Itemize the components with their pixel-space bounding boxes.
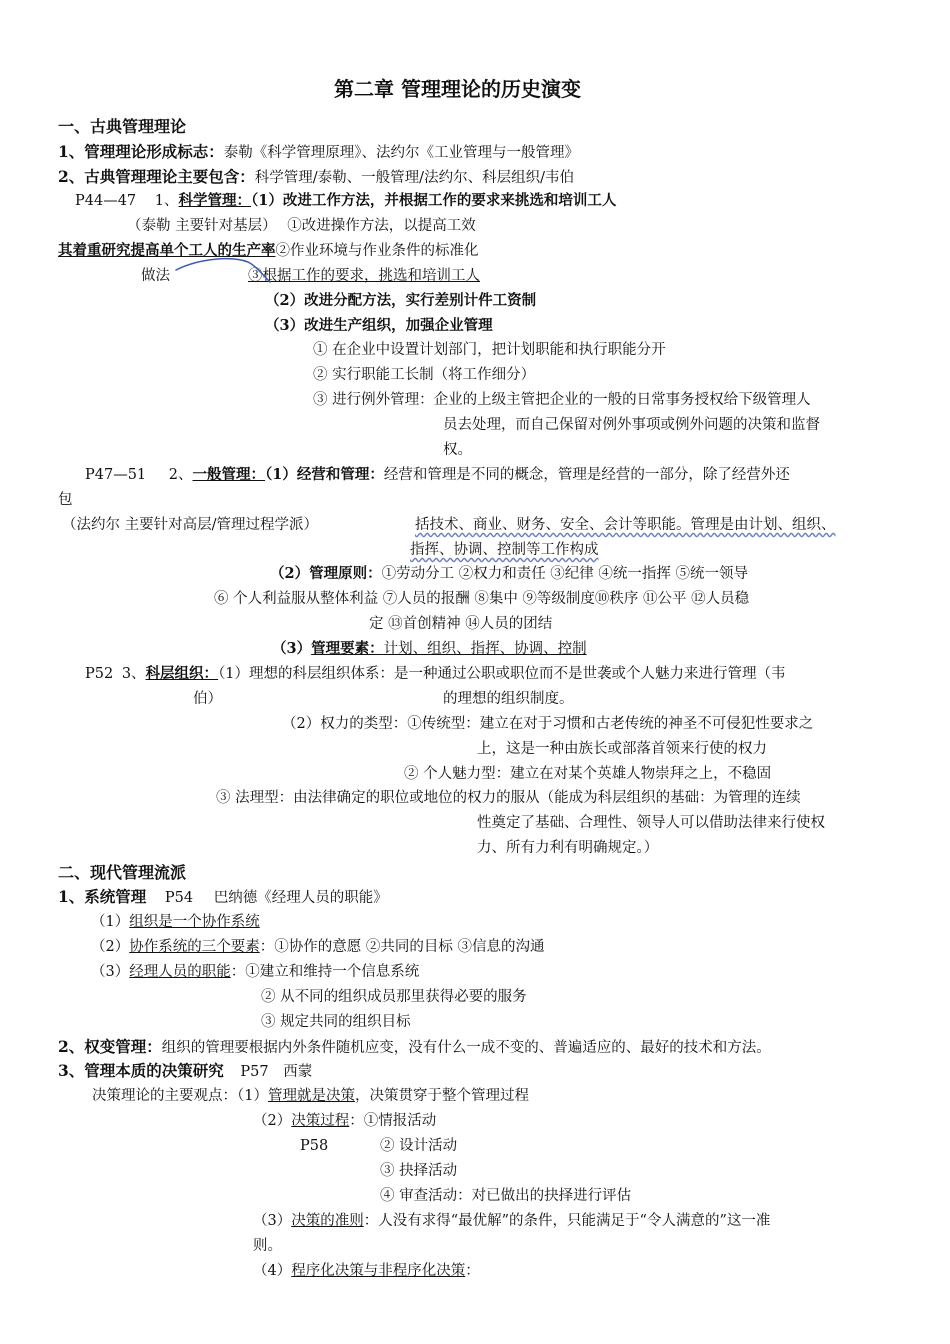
line-focus [58,241,479,261]
text-authority-d: ③ 法理型：由法律确定的职位或地位的权力的服从（能成为科层组织的基础：为管理的连续 [216,790,801,806]
method-1: ①改进操作方法，以提高工效 [287,218,476,234]
text-authority-c: ② 个人魅力型：建立在对某个英雄人物崇拜之上，不稳固 [404,766,772,782]
line-theory-marker [58,142,579,163]
text-ideal-system-a: （1）理想的科层组织体系：是一种通过公职或职位而不是世袭或个人魅力来进行管理（韦 [218,666,786,682]
note-focus: 其着重研究提高单个工人的生产率 [58,242,276,259]
label-practice: 做法 [141,268,170,284]
page-ref-p58: P58 [300,1138,329,1154]
line-classical-contents [58,167,574,188]
line-contingency [58,1037,771,1058]
note-simon: 西蒙 [283,1064,313,1080]
text-decision-intro: 决策理论的主要观点：（1） [92,1088,268,1104]
text-operation-d: 指挥、协调、控制等工作构成 [410,542,599,558]
text-decision-process-b: ② 设计活动 [380,1138,458,1154]
term-three-elements: 协作系统的三个要素 [129,939,260,955]
system-item-3 [91,962,419,982]
line-scientific-management [75,191,616,211]
item-number: （2） [91,939,130,955]
term-management-is-decision: 管理就是决策 [267,1088,355,1104]
text-executive-functions-a: ：①建立和维持一个信息系统 [230,964,420,980]
text-management-is-decision: ，决策贯穿于整个管理过程 [354,1088,529,1104]
line-general-management [85,465,790,485]
text-barnard-ref: 巴纳德《经理人员的职能》 [213,890,388,906]
method-3: ③根据工作的要求，挑选和培训工人 [248,268,480,284]
item-number: （2） [253,1113,292,1129]
text-principles-c: 定 ⑬首创精神 ⑭人员的团结 [369,616,553,632]
text-principles-b: ⑥ 个人利益服从整体利益 ⑦人员的报酬 ⑧集中 ⑨等级制度⑩秩序 ⑪公平 ⑫人员稳 [214,591,750,607]
text-authority-a: （2）权力的类型：①传统型：建立在对于习惯和古老传统的神圣不可侵犯性要求之 [282,716,814,732]
text-operation-a: 经营和管理是不同的概念，管理是经营的一部分，除了经营外还 [383,467,790,483]
text-decision-criteria-b: 则。 [253,1238,282,1254]
item-number: 2、 [168,467,193,483]
note-weber: 伯） [193,691,222,707]
decision-item-4 [253,1261,480,1281]
text-decision-process-a: ：①情报活动 [349,1113,437,1129]
page-ref: P52 [85,666,114,682]
decision-item-1 [92,1086,529,1106]
line-practice [141,266,170,286]
text-ideal-system-b: 的理想的组织制度。 [443,691,574,707]
org-item-3-c: 权。 [443,442,472,458]
term-general-management: 一般管理： [192,466,266,483]
org-item-3-b: 员去处理，而自己保留对例外事项或例外问题的决策和监督 [443,417,820,433]
text-operation-b: 包 [58,492,73,508]
decision-item-3 [253,1211,770,1231]
text-cooperative-system: 组织是一个协作系统 [129,914,260,930]
decision-item-2 [253,1111,436,1131]
text-classical-contents: 科学管理/泰勒、一般管理/法约尔、科层组织/韦伯 [254,170,574,186]
line-elements [272,639,587,659]
text-authority-f: 力、所有力利有明确规定。） [477,840,659,856]
page-ref: P54 [164,890,194,906]
item-number: （1） [91,914,130,930]
text-executive-functions-b: ② 从不同的组织成员那里获得必要的服务 [261,989,527,1005]
label-principles: （2）管理原则： [270,565,382,582]
item-number: （3） [91,964,130,980]
item-number: 3、 [121,666,146,682]
term-decision-criteria: 决策的准则 [291,1213,364,1229]
page-ref: P47—51 [85,467,147,483]
term-executive-functions: 经理人员的职能 [129,964,231,980]
term-programmed-decision: 程序化决策与非程序化决策 [291,1263,466,1279]
method-2: ②作业环境与作业条件的标准化 [275,243,479,259]
item-number: 1、 [154,193,179,209]
point-production-org: （3）改进生产组织，加强企业管理 [265,317,493,334]
item-number: （4） [253,1263,292,1279]
line-principles [270,564,748,584]
org-item-3-a: ③ 进行例外管理：企业的上级主管把企业的一般的日常事务授权给下级管理人 [313,392,811,408]
section-heading-classical: 一、古典管理理论 [58,117,187,136]
text-decision-criteria-a: ：人没有求得“最优解”的条件，只能满足于“令人满意的”这一准 [363,1213,771,1229]
text-authority-e: 性奠定了基础、合理性、领导人可以借助法律来行使权 [477,815,825,831]
label-classical-contents: 2、古典管理理论主要包含： [58,167,255,186]
text-contingency: 组织的管理要根据内外条件随机应变，没有什么一成不变的、普遍适应的、最好的技术和方法。 [161,1040,771,1056]
line-decision-research [58,1061,312,1082]
text-decision-process-c: ③ 抉择活动 [380,1163,458,1179]
system-item-1 [91,912,260,932]
line-system-management [58,887,388,908]
org-item-1: ① 在企业中设置计划部门，把计划职能和执行职能分开 [313,342,666,358]
label-elements: 管理要素： [311,640,384,657]
label-elements-num: （3） [272,640,312,657]
label-contingency: 2、权变管理： [58,1037,162,1056]
text-executive-functions-c: ③ 规定共同的组织目标 [261,1014,411,1030]
term-decision-process: 决策过程 [291,1113,350,1129]
note-taylor: （泰勒 主要针对基层） [127,218,277,234]
line-taylor [127,216,476,236]
text-decision-process-d: ④ 审查活动：对已做出的抉择进行评估 [380,1188,632,1204]
text-programmed-decision: ： [465,1263,480,1279]
text-principles-a: ①劳动分工 ②权力和责任 ③纪律 ④统一指挥 ⑤统一领导 [381,566,749,582]
note-fayol: （法约尔 主要针对高层/管理过程学派） [62,517,318,533]
label-decision-research: 3、管理本质的决策研究 [58,1061,224,1080]
text-operation-c: 括技术、商业、财务、安全、会计等职能。管理是由计划、组织、 [415,517,836,533]
term-bureaucracy: 科层组织： [145,665,219,682]
label-theory-marker: 1、管理理论形成标志： [58,142,224,161]
section-heading-modern: 二、现代管理流派 [58,863,187,882]
term-scientific-management: 科学管理： [178,192,252,209]
text-authority-b: 上，这是一种由族长或部落首领来行使的权力 [477,741,767,757]
label-operation-management: （1）经营和管理： [265,466,384,483]
org-item-2: ② 实行职能工长制（将工作细分） [313,367,536,383]
page-ref: P57 [240,1064,269,1080]
page-ref: P44—47 [75,193,137,209]
point-distribution: （2）改进分配方法，实行差别计件工资制 [265,292,537,309]
text-three-elements: ：①协作的意愿 ②共同的目标 ③信息的沟通 [259,939,545,955]
item-number: （3） [253,1213,292,1229]
page-title: 第二章 管理理论的历史演变 [334,77,581,101]
label-system-management: 1、系统管理 [58,887,147,906]
line-method-3 [248,266,480,286]
line-bureaucracy [85,664,786,684]
text-elements: 计划、组织、指挥、协调、控制 [383,641,587,657]
text-theory-marker: 泰勒《科学管理原理》、法约尔《工业管理与一般管理》 [223,145,580,161]
system-item-2 [91,937,544,957]
point-improve-methods: （1）改进工作方法，并根据工作的要求来挑选和培训工人 [251,192,617,209]
